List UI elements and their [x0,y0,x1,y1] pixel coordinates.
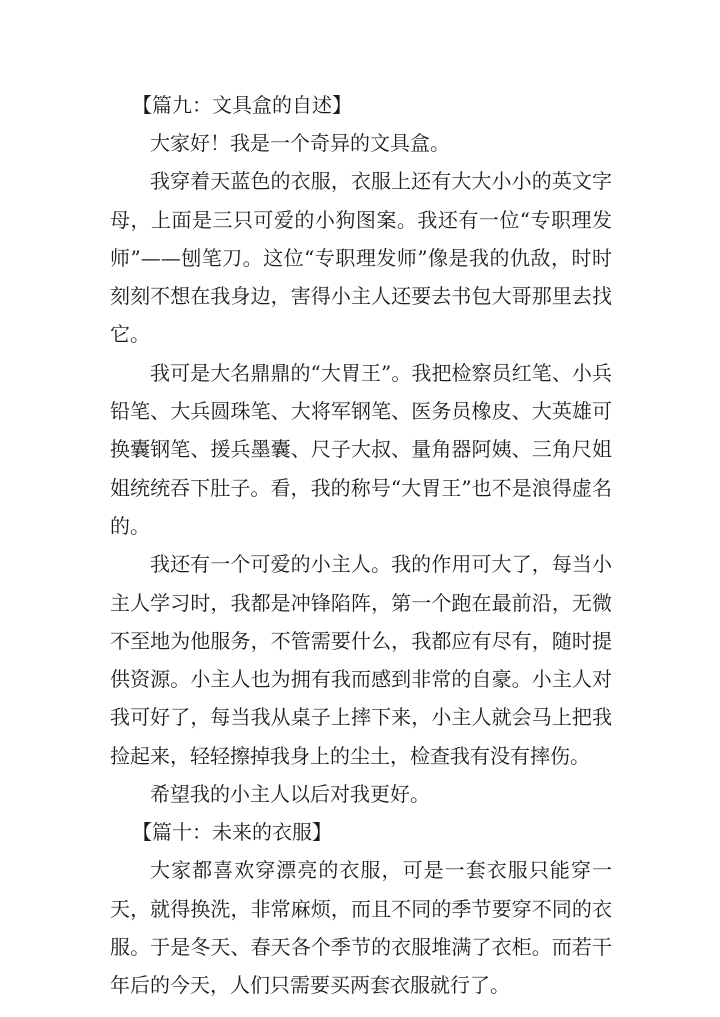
paragraph-big-eater: 我可是大名鼎鼎的“大胃王”。我把检察员红笔、小兵铅笔、大兵圆珠笔、大将军钢笔、医务员橡皮、大英雄可换囊钢笔、援兵墨囊、尺子大叔、量角器阿姨、三角尺姐姐统统吞下肚子。看，我的称号“大胃王”也不是浪得虚名的。 [110,360,612,538]
paragraph-wish: 希望我的小主人以后对我更好。 [150,782,430,807]
paragraph-appearance: 我穿着天蓝色的衣服，衣服上还有大大小小的英文字母，上面是三只可爱的小狗图案。我还有一位“专职理发师”——刨笔刀。这位“专职理发师”像是我的仇敌，时时刻刻不想在我身边，害得小主人还要去书包大哥那里去找它。 [110,169,612,347]
document-page [110,86,612,1005]
section-heading-10: 【篇十：未来的衣服】 [132,820,332,845]
paragraph-future-clothes: 大家都喜欢穿漂亮的衣服，可是一套衣服只能穿一天，就得换洗，非常麻烦，而且不同的季节要穿不同的衣服。于是冬天、春天各个季节的衣服堆满了衣柜。而若干年后的今天，人们只需要买两套衣服就行了。 [110,858,612,998]
paragraph-little-owner: 我还有一个可爱的小主人。我的作用可大了，每当小主人学习时，我都是冲锋陷阵，第一个跑在最前沿，无微不至地为他服务，不管需要什么，我都应有尽有，随时提供资源。小主人也为拥有我而感到非常的自豪。小主人对我可好了，每当我从桌子上摔下来，小主人就会马上把我捡起来，轻轻擦掉我身上的尘土，检查我有没有摔伤。 [110,552,612,768]
paragraph-greeting: 大家好！我是一个奇异的文具盒。 [150,131,450,155]
section-heading-9: 【篇九：文具盒的自述】 [132,93,352,117]
